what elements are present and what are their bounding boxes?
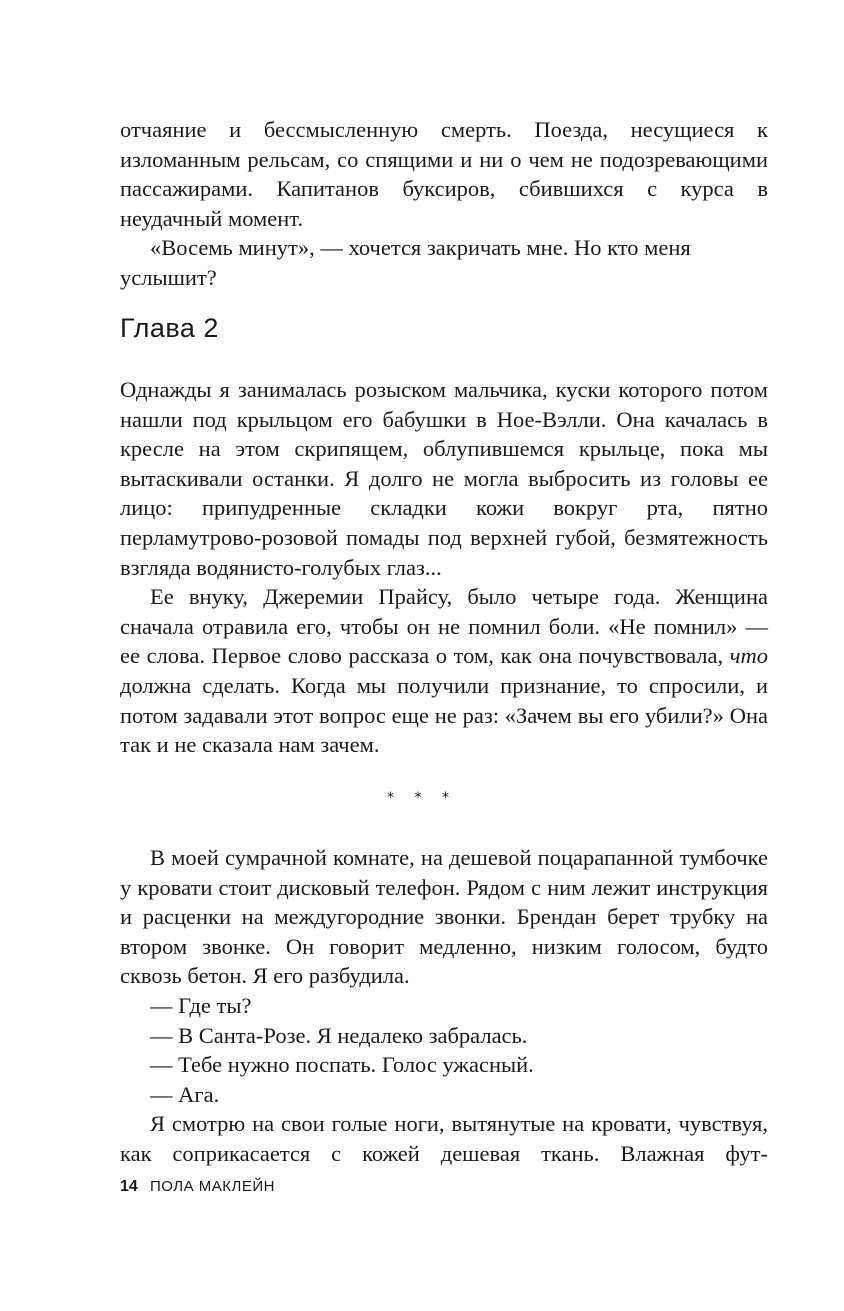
dialogue-line: — Тебе нужно поспать. Голос ужасный. [150, 1052, 534, 1078]
running-footer [120, 1178, 275, 1196]
paragraph: Я смотрю на свои голые ноги, вытянутые на кровати, чувствуя, как соприкасается с кожей дешевая ткань. Влажная фут- [120, 1111, 768, 1166]
section-separator: * * * [387, 790, 457, 806]
text-block-top [120, 115, 768, 293]
page-number: 14 [120, 1178, 138, 1195]
dialogue-line: — В Санта-Розе. Я недалеко забралась. [150, 1022, 528, 1048]
text-block-bottom [120, 843, 768, 1169]
author-name: ПОЛА МАКЛЕЙН [149, 1178, 275, 1195]
paragraph: «Восемь минут», — хочется закричать мне. Но кто меня услышит? [120, 235, 691, 290]
paragraph-text: должна сделать. Когда мы получили признание, то спросили, и потом задавали этот вопрос еще не раз: «Зачем вы его убили?» Она так и не сказала нам зачем. [120, 672, 768, 758]
text-block-chapter [120, 375, 768, 760]
paragraph: Однажды я занималась розыском мальчика, куски которого потом нашли под крыльцом его бабушки в Ное-Вэлли. Она качалась в кресле на этом скрипящем, облупившемся крыльце, пока мы вытаскивали останки. Я долго не могла выбросить из головы ее лицо: припудренные складки кожи вокруг рта, пятно перламутрово-розовой помады под верхней губой, безмятежность взгляда водянисто-голубых глаз... [120, 377, 768, 580]
paragraph: отчаяние и бессмысленную смерть. Поезда, несущиеся к изломанным рельсам, со спящими и ни о чем не подозревающими пассажирами. Капитанов буксиров, сбившихся с курса в неудачный момент. [120, 117, 768, 231]
dialogue-line: — Где ты? [150, 992, 252, 1018]
paragraph [120, 582, 768, 760]
paragraph-text: Ее внуку, Джеремии Прайсу, было четыре года. Женщина сначала отравила его, чтобы он не помнил боли. «Не помнил» — ее слова. Первое слово рассказа о том, как она почувствовала, [120, 584, 768, 669]
emphasis-text: что [729, 643, 768, 669]
dialogue-line: — Ага. [150, 1081, 220, 1107]
chapter-title: Глава 2 [120, 313, 219, 343]
paragraph: В моей сумрачной комнате, на дешевой поцарапанной тумбочке у кровати стоит дисковый телефон. Рядом с ним лежит инструкция и расценки на междугородние звонки. Брендан берет трубку на втором звонке. Он говорит медленно, низким голосом, будто сквозь бетон. Я его разбудила. [120, 845, 768, 989]
